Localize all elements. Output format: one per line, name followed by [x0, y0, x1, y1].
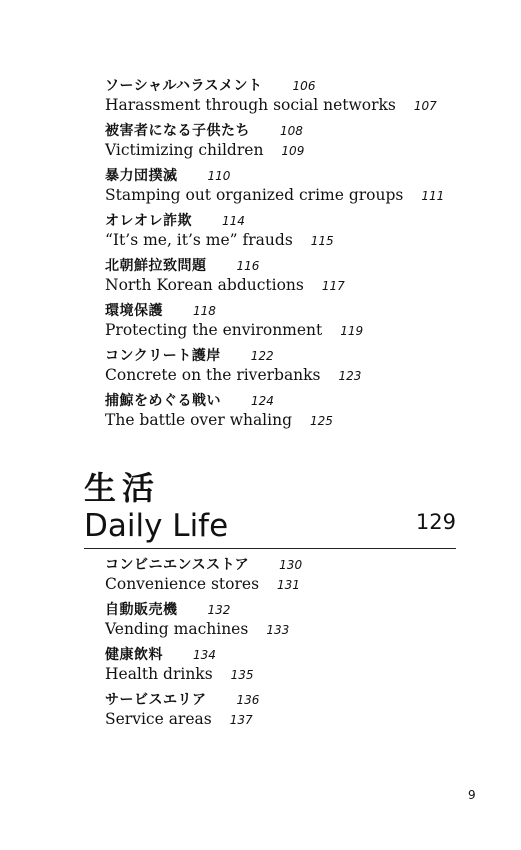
entry-title-en: Victimizing children [105, 141, 264, 159]
toc-entry [105, 690, 505, 729]
entry-title-en: Vending machines [105, 620, 249, 638]
section-divider [84, 548, 456, 549]
entry-page-en: 111 [421, 189, 445, 203]
entry-title-jp: 環境保護 [105, 303, 163, 319]
section-header [84, 470, 456, 549]
toc-entry [105, 76, 505, 115]
entry-page-jp: 108 [280, 124, 303, 138]
entry-page-en: 117 [321, 279, 345, 293]
entry-title-jp: コンクリート護岸 [105, 348, 221, 364]
page-number: 9 [468, 788, 476, 802]
entry-page-jp: 136 [236, 693, 260, 707]
entry-title-jp: 健康飲料 [105, 647, 163, 663]
entry-page-en: 135 [230, 668, 254, 682]
entry-title-jp: サービスエリア [105, 692, 207, 708]
toc-entry [105, 211, 505, 250]
entry-title-jp: コンビニエンスストア [105, 557, 250, 573]
entry-title-en: Stamping out organized crime groups [105, 186, 404, 204]
entry-title-jp: 自動販売機 [105, 602, 178, 618]
entry-page-jp: 106 [292, 79, 316, 93]
entry-page-jp: 130 [279, 558, 303, 572]
entry-page-jp: 116 [236, 259, 260, 273]
entry-page-jp: 118 [193, 304, 216, 318]
entry-title-en: Health drinks [105, 665, 213, 683]
entry-title-en: North Korean abductions [105, 276, 304, 294]
section-page: 129 [415, 510, 456, 534]
entry-page-jp: 110 [207, 169, 231, 183]
toc-entry [105, 121, 505, 160]
entry-page-jp: 134 [193, 648, 216, 662]
entry-page-jp: 124 [251, 394, 274, 408]
entry-page-en: 133 [266, 623, 290, 637]
entry-title-en: “It’s me, it’s me” frauds [105, 231, 293, 249]
entry-title-jp: 捕鯨をめぐる戦い [105, 393, 221, 409]
entry-title-jp: オレオレ詐欺 [105, 213, 192, 229]
entry-page-en: 115 [310, 234, 334, 248]
entry-title-en: Protecting the environment [105, 321, 323, 339]
toc-entry [105, 600, 505, 639]
entry-title-jp: 北朝鮮拉致問題 [105, 258, 207, 274]
section-title-jp: 生活 [84, 469, 161, 507]
entry-page-jp: 114 [222, 214, 245, 228]
toc-entry [105, 645, 505, 684]
entry-page-en: 107 [413, 99, 437, 113]
entry-page-en: 123 [338, 369, 362, 383]
entry-title-en: Service areas [105, 710, 212, 728]
entry-title-en: Convenience stores [105, 575, 260, 593]
entry-page-en: 109 [281, 144, 305, 158]
section-title-en: Daily Life [84, 508, 229, 544]
entry-title-jp: 被害者になる子供たち [105, 123, 250, 139]
entry-page-en: 137 [229, 713, 253, 727]
entry-page-jp: 132 [207, 603, 231, 617]
entry-page-en: 119 [340, 324, 364, 338]
entry-page-en: 131 [277, 578, 300, 592]
entry-title-en: Concrete on the riverbanks [105, 366, 321, 384]
entry-title-en: The battle over whaling [105, 411, 293, 429]
toc-entry [105, 166, 505, 205]
entry-page-en: 125 [310, 414, 333, 428]
entry-title-jp: ソーシャルハラスメント [105, 78, 263, 94]
entry-page-jp: 122 [250, 349, 274, 363]
toc-entry [105, 391, 505, 430]
toc-entry [105, 301, 505, 340]
toc-entry [105, 555, 505, 594]
entry-title-jp: 暴力団撲滅 [105, 168, 178, 184]
entry-title-en: Harassment through social networks [105, 96, 396, 114]
toc-entry [105, 346, 505, 385]
toc-entry [105, 256, 505, 295]
